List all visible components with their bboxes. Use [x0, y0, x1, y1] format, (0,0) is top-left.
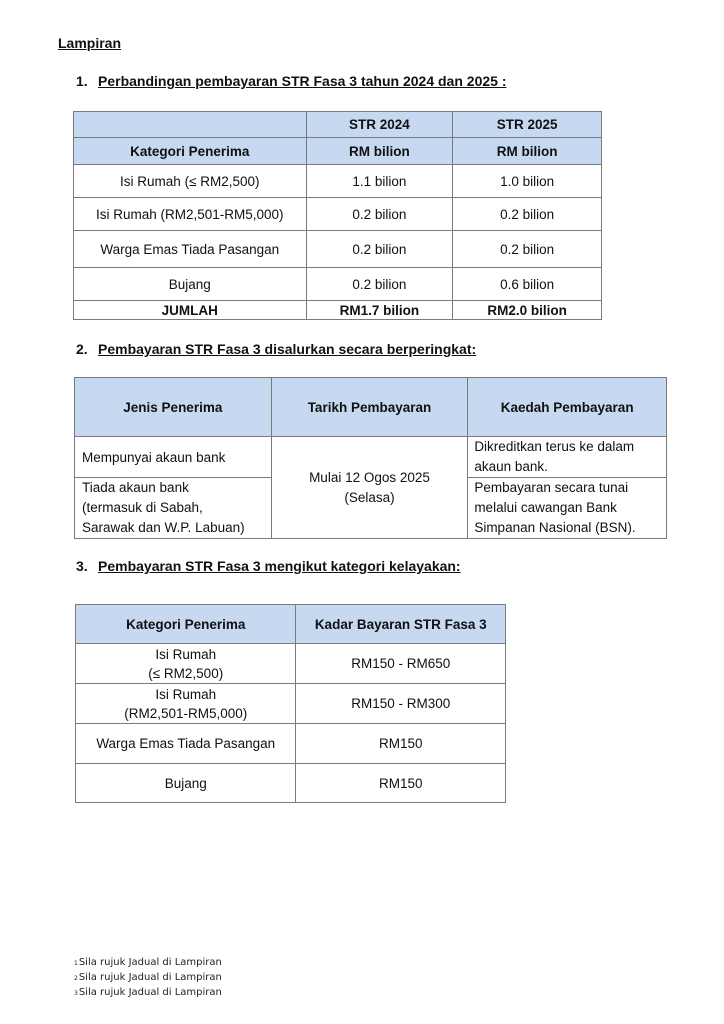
- recipient-line: Tiada akaun bank: [82, 480, 189, 495]
- section-2-title-text: Pembayaran STR Fasa 3 disalurkan secara berperingkat:: [98, 341, 477, 357]
- header-cell: [74, 112, 307, 138]
- rate-cell: RM150: [296, 764, 506, 803]
- value-cell: 0.2 bilion: [453, 198, 602, 231]
- rate-cell: RM150 - RM300: [296, 684, 506, 724]
- table-row: [74, 268, 602, 301]
- value-cell: 1.0 bilion: [453, 165, 602, 198]
- total-label: JUMLAH: [74, 301, 307, 320]
- header-cell: Kaedah Pembayaran: [468, 378, 667, 437]
- payment-date: Mulai 12 Ogos 2025: [309, 469, 430, 485]
- footnote: [74, 957, 222, 968]
- total-value: RM2.0 bilion: [453, 301, 602, 320]
- eligibility-rate-table: [75, 604, 506, 803]
- header-cell: Kategori Penerima: [74, 138, 307, 165]
- table-header-row: [74, 112, 602, 138]
- value-cell: 0.2 bilion: [306, 268, 453, 301]
- value-cell: 0.6 bilion: [453, 268, 602, 301]
- header-cell: Tarikh Pembayaran: [271, 378, 468, 437]
- recipient-line: (termasuk di Sabah,: [82, 500, 203, 515]
- footnote-marker: 2: [74, 975, 78, 982]
- category-cell: [76, 684, 296, 724]
- footnote: [74, 972, 222, 983]
- category-cell: Bujang: [74, 268, 307, 301]
- category-cell: [76, 644, 296, 684]
- total-row: [74, 301, 602, 320]
- recipient-line: Sarawak dan W.P. Labuan): [82, 520, 245, 535]
- section-2-title: [76, 341, 476, 357]
- section-2-number: 2.: [76, 341, 88, 357]
- section-3-number: 3.: [76, 558, 88, 574]
- footnote-marker: 3: [74, 990, 78, 997]
- footnote-text: Sila rujuk Jadual di Lampiran: [78, 987, 222, 998]
- category-line: Isi Rumah: [155, 646, 217, 662]
- payment-date-cell: [271, 437, 468, 539]
- category-line: Isi Rumah: [155, 686, 217, 702]
- category-cell: Isi Rumah (RM2,501-RM5,000): [74, 198, 307, 231]
- header-cell: STR 2024: [306, 112, 453, 138]
- method-cell: Pembayaran secara tunai melalui cawangan Bank Simpanan Nasional (BSN).: [468, 478, 667, 539]
- table-row: [76, 684, 506, 724]
- total-value: RM1.7 bilion: [306, 301, 453, 320]
- recipient-cell: [75, 478, 272, 539]
- header-cell: RM bilion: [306, 138, 453, 165]
- category-cell: Isi Rumah (≤ RM2,500): [74, 165, 307, 198]
- recipient-cell: Mempunyai akaun bank: [75, 437, 272, 478]
- method-cell: Dikreditkan terus ke dalam akaun bank.: [468, 437, 667, 478]
- header-cell: Jenis Penerima: [75, 378, 272, 437]
- table-header-row: [75, 378, 667, 437]
- header-cell: RM bilion: [453, 138, 602, 165]
- header-cell: Kadar Bayaran STR Fasa 3: [296, 605, 506, 644]
- category-cell: Bujang: [76, 764, 296, 803]
- footnote-text: Sila rujuk Jadual di Lampiran: [78, 957, 222, 968]
- value-cell: 0.2 bilion: [306, 198, 453, 231]
- header-cell: STR 2025: [453, 112, 602, 138]
- section-1-title-text: Perbandingan pembayaran STR Fasa 3 tahun 2024 dan 2025 :: [98, 73, 507, 89]
- table-header-row: [76, 605, 506, 644]
- comparison-table: [73, 111, 602, 320]
- footnote-marker: 1: [74, 960, 78, 967]
- category-line: (RM2,501-RM5,000): [124, 705, 248, 721]
- footnote: [74, 987, 222, 998]
- table-row: [74, 165, 602, 198]
- footnote-text: Sila rujuk Jadual di Lampiran: [78, 972, 222, 983]
- table-header-row: [74, 138, 602, 165]
- section-3-title: [76, 558, 461, 574]
- page-heading: Lampiran: [58, 35, 122, 51]
- category-line: (≤ RM2,500): [148, 665, 224, 681]
- category-cell: Warga Emas Tiada Pasangan: [74, 231, 307, 268]
- table-row: [76, 764, 506, 803]
- section-1-number: 1.: [76, 73, 88, 89]
- table-row: [74, 198, 602, 231]
- payment-schedule-table: [74, 377, 667, 539]
- rate-cell: RM150: [296, 724, 506, 764]
- value-cell: 0.2 bilion: [453, 231, 602, 268]
- table-row: [74, 231, 602, 268]
- table-row: [76, 644, 506, 684]
- section-3-title-text: Pembayaran STR Fasa 3 mengikut kategori kelayakan:: [98, 558, 461, 574]
- value-cell: 1.1 bilion: [306, 165, 453, 198]
- value-cell: 0.2 bilion: [306, 231, 453, 268]
- table-row: [75, 437, 667, 478]
- header-cell: Kategori Penerima: [76, 605, 296, 644]
- category-cell: Warga Emas Tiada Pasangan: [76, 724, 296, 764]
- rate-cell: RM150 - RM650: [296, 644, 506, 684]
- table-row: [76, 724, 506, 764]
- section-1-title: [76, 73, 506, 89]
- payment-day: (Selasa): [344, 489, 395, 505]
